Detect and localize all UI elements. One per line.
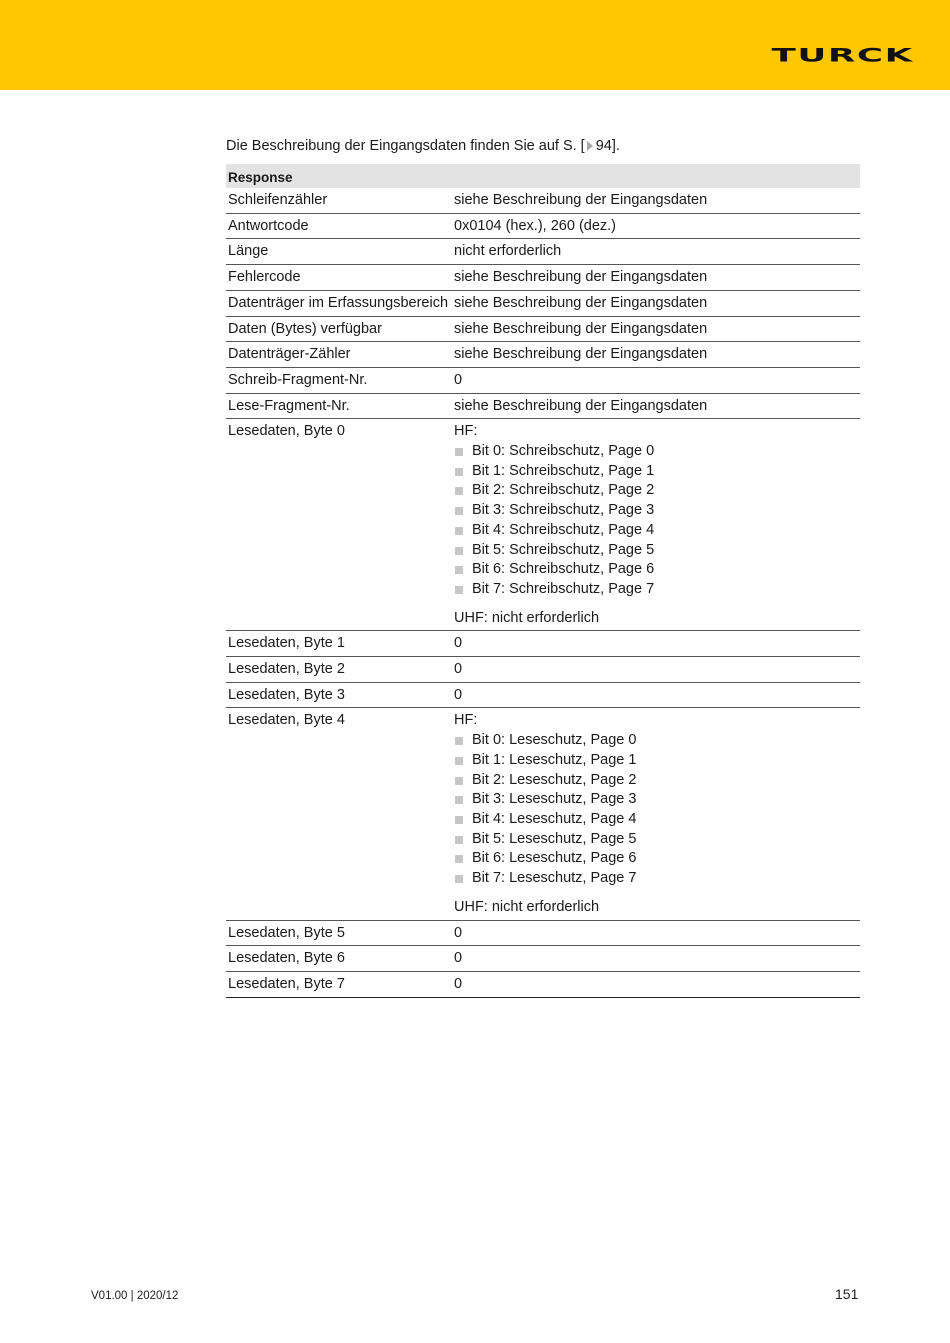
page-reference-link[interactable]: 94 [595, 138, 612, 154]
table-heading: Response [226, 164, 860, 188]
list-item: Bit 0: Leseschutz, Page 0 [454, 731, 858, 751]
row-value: 0x0104 (hex.), 260 (dez.) [452, 213, 860, 239]
table-row [226, 971, 860, 997]
row-key: Lesedaten, Byte 6 [226, 946, 452, 972]
row-value: nicht erforderlich [452, 239, 860, 265]
row-value: 0 [452, 631, 860, 657]
table-row [226, 920, 860, 946]
row-key: Lesedaten, Byte 5 [226, 920, 452, 946]
table-row [226, 657, 860, 683]
row-value: siehe Beschreibung der Eingangsdaten [452, 393, 860, 419]
list-item: Bit 4: Leseschutz, Page 4 [454, 810, 858, 830]
list-item: Bit 6: Leseschutz, Page 6 [454, 849, 858, 869]
table-row [226, 188, 860, 213]
bit-list [454, 731, 858, 889]
row-key: Lesedaten, Byte 7 [226, 971, 452, 997]
intro-text: Die Beschreibung der Eingangsdaten finden Sie auf S. [ 94]. [226, 138, 620, 154]
table-row [226, 367, 860, 393]
table-row [226, 316, 860, 342]
row-key: Lesedaten, Byte 4 [226, 708, 452, 920]
row-value: 0 [452, 367, 860, 393]
row-key: Datenträger im Erfassungsbereich [226, 290, 452, 316]
row-value: siehe Beschreibung der Eingangsdaten [452, 265, 860, 291]
table-row [226, 342, 860, 368]
list-item: Bit 7: Leseschutz, Page 7 [454, 869, 858, 889]
row-key: Lese-Fragment-Nr. [226, 393, 452, 419]
response-table [226, 164, 860, 998]
row-key: Länge [226, 239, 452, 265]
list-item: Bit 0: Schreibschutz, Page 0 [454, 442, 858, 462]
turck-logo: TURCK [771, 45, 914, 67]
list-item: Bit 1: Leseschutz, Page 1 [454, 751, 858, 771]
row-key: Antwortcode [226, 213, 452, 239]
uhf-label: UHF: nicht erforderlich [454, 609, 600, 626]
row-key: Schreib-Fragment-Nr. [226, 367, 452, 393]
table-row [226, 631, 860, 657]
list-item: Bit 6: Schreibschutz, Page 6 [454, 560, 858, 580]
row-value: siehe Beschreibung der Eingangsdaten [452, 316, 860, 342]
row-key: Schleifenzähler [226, 188, 452, 213]
row-value: 0 [452, 920, 860, 946]
list-item: Bit 4: Schreibschutz, Page 4 [454, 521, 858, 541]
table-row-byte4 [226, 708, 860, 920]
row-value: 0 [452, 657, 860, 683]
table-row [226, 265, 860, 291]
table-row [226, 946, 860, 972]
header-band [0, 0, 950, 90]
bit-list [454, 442, 858, 600]
table-row [226, 290, 860, 316]
row-key: Lesedaten, Byte 3 [226, 682, 452, 708]
row-key: Lesedaten, Byte 2 [226, 657, 452, 683]
row-value: 0 [452, 946, 860, 972]
hf-label: HF: [454, 423, 478, 440]
page-reference-arrow-icon [587, 141, 593, 151]
uhf-label: UHF: nicht erforderlich [454, 898, 600, 915]
footer-version: V01.00 | 2020/12 [91, 1290, 179, 1302]
list-item: Bit 5: Leseschutz, Page 5 [454, 830, 858, 850]
row-value: siehe Beschreibung der Eingangsdaten [452, 188, 860, 213]
row-key: Lesedaten, Byte 1 [226, 631, 452, 657]
row-value: 0 [452, 682, 860, 708]
list-item: Bit 2: Schreibschutz, Page 2 [454, 481, 858, 501]
row-value: 0 [452, 971, 860, 997]
table-row [226, 682, 860, 708]
row-key: Lesedaten, Byte 0 [226, 419, 452, 631]
row-key: Daten (Bytes) verfügbar [226, 316, 452, 342]
hf-label: HF: [454, 712, 478, 729]
table-row-byte0 [226, 419, 860, 631]
row-key: Datenträger-Zähler [226, 342, 452, 368]
list-item: Bit 5: Schreibschutz, Page 5 [454, 541, 858, 561]
row-value [452, 419, 860, 631]
row-value: siehe Beschreibung der Eingangsdaten [452, 342, 860, 368]
list-item: Bit 2: Leseschutz, Page 2 [454, 771, 858, 791]
table-row [226, 239, 860, 265]
page-number: 151 [835, 1286, 859, 1302]
row-value: siehe Beschreibung der Eingangsdaten [452, 290, 860, 316]
row-key: Fehlercode [226, 265, 452, 291]
list-item: Bit 7: Schreibschutz, Page 7 [454, 580, 858, 600]
list-item: Bit 3: Schreibschutz, Page 3 [454, 501, 858, 521]
list-item: Bit 3: Leseschutz, Page 3 [454, 790, 858, 810]
list-item: Bit 1: Schreibschutz, Page 1 [454, 462, 858, 482]
table-row [226, 393, 860, 419]
row-value [452, 708, 860, 920]
table-row [226, 213, 860, 239]
table-header-row [226, 164, 860, 188]
